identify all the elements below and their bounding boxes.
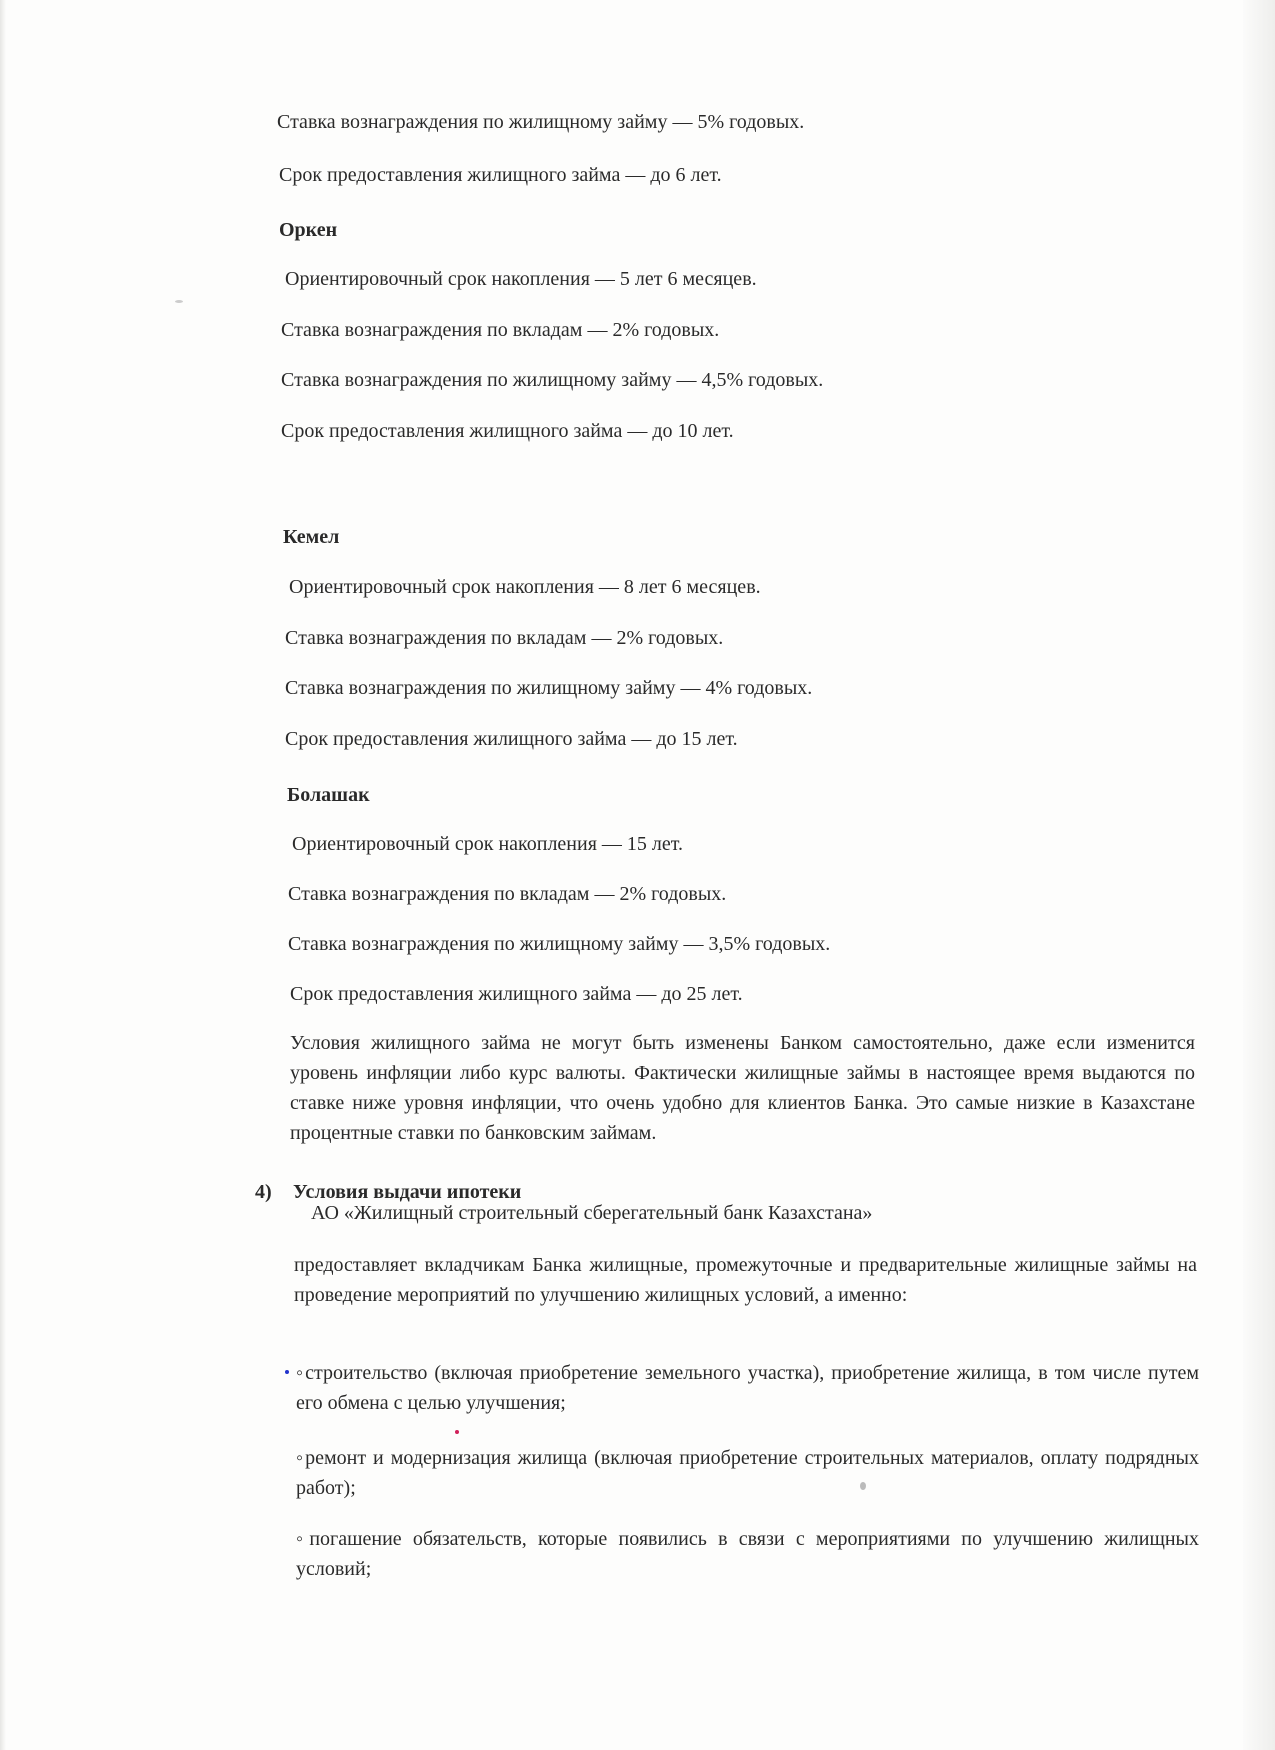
orken-rate-loan: Ставка вознаграждения по жилищному займу — 4,5% годовых. — [281, 369, 824, 391]
prev-loan-term: Срок предоставления жилищного займа — до 6 лет. — [279, 164, 722, 186]
bolashak-title: Болашак — [287, 784, 370, 806]
section4-number: 4) — [255, 1181, 272, 1203]
list-item: ◦погашение обязательств, которые появились в связи с мероприятиями по улучшению жилищных условий; — [296, 1528, 1199, 1580]
bolashak-accumulation: Ориентировочный срок накопления — 15 лет. — [292, 833, 683, 855]
ink-speck — [455, 1430, 459, 1434]
section4-bank-name: АО «Жилищный строительный сберегательный банк Казахстана» — [311, 1202, 873, 1224]
list-item: ◦ремонт и модернизация жилища (включая приобретение строительных материалов, оплату подрядных работ); — [296, 1447, 1199, 1499]
page-edge-left — [0, 0, 6, 1750]
scan-speck — [860, 1482, 866, 1490]
orken-loan-term: Срок предоставления жилищного займа — до 10 лет. — [281, 420, 734, 442]
kemel-rate-loan: Ставка вознаграждения по жилищному займу — 4% годовых. — [285, 677, 813, 699]
scan-speck — [175, 300, 183, 303]
page-edge-right — [1243, 0, 1275, 1750]
section4-intro: предоставляет вкладчикам Банка жилищные, промежуточные и предварительные жилищные займы на проведение мероприятий по улучшению жилищных условий, а именно: — [294, 1254, 1197, 1306]
kemel-loan-term: Срок предоставления жилищного займа — до 15 лет. — [285, 728, 738, 750]
orken-title: Оркен — [279, 219, 338, 241]
conditions-paragraph: Условия жилищного займа не могут быть изменены Банком самостоятельно, даже если изменится уровень инфляции либо курс валюты. Фактически жилищные займы в настоящее время выдаются по ставке ниже уровня инфляции, что очень удобно для клиентов Банка. Это самые низкие в Казахстане процентные ставки по банковским займам. — [290, 1032, 1195, 1144]
orken-rate-deposit: Ставка вознаграждения по вкладам — 2% годовых. — [281, 319, 720, 341]
ink-speck — [285, 1370, 289, 1374]
prev-rate-loan: Ставка вознаграждения по жилищному займу — 5% годовых. — [277, 111, 805, 133]
bolashak-loan-term: Срок предоставления жилищного займа — до 25 лет. — [290, 983, 743, 1005]
section4-title: Условия выдачи ипотеки — [293, 1181, 522, 1203]
bolashak-rate-deposit: Ставка вознаграждения по вкладам — 2% годовых. — [288, 883, 727, 905]
kemel-rate-deposit: Ставка вознаграждения по вкладам — 2% годовых. — [285, 627, 724, 649]
kemel-title: Кемел — [283, 526, 340, 548]
list-item: ◦строительство (включая приобретение земельного участка), приобретение жилища, в том числе путем его обмена с целью улучшения; — [296, 1362, 1199, 1414]
bolashak-rate-loan: Ставка вознаграждения по жилищному займу — 3,5% годовых. — [288, 933, 831, 955]
orken-accumulation: Ориентировочный срок накопления — 5 лет 6 месяцев. — [285, 268, 757, 290]
kemel-accumulation: Ориентировочный срок накопления — 8 лет 6 месяцев. — [289, 576, 761, 598]
